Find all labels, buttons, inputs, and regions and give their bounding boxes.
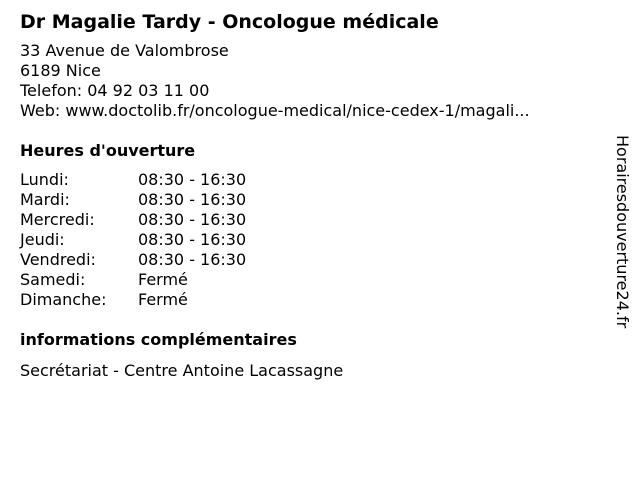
hours-table — [20, 170, 600, 310]
web-line — [20, 101, 600, 121]
web-link[interactable]: www.doctolib.fr/oncologue-medical/nice-cedex-1/magali... — [65, 101, 530, 120]
page-title: Dr Magalie Tardy - Oncologue médicale — [20, 11, 439, 33]
brand-watermark: Horairesdouverture24.fr — [613, 135, 632, 329]
extra-info-heading: informations complémentaires — [20, 330, 297, 349]
day-label: Vendredi: — [20, 250, 96, 269]
time-value: Fermé — [138, 290, 188, 309]
day-label: Samedi: — [20, 270, 86, 289]
day-label: Jeudi: — [20, 230, 65, 249]
time-value: 08:30 - 16:30 — [138, 170, 247, 189]
hours-row-monday — [20, 170, 600, 190]
hours-row-tuesday — [20, 190, 600, 210]
address-city: 6189 Nice — [20, 61, 101, 80]
day-label: Mardi: — [20, 190, 70, 209]
hours-row-saturday — [20, 270, 600, 290]
hours-heading: Heures d'ouverture — [20, 141, 196, 160]
day-label: Lundi: — [20, 170, 69, 189]
hours-row-friday — [20, 250, 600, 270]
phone-line — [20, 81, 600, 101]
hours-row-sunday — [20, 290, 600, 310]
day-label: Mercredi: — [20, 210, 95, 229]
phone-number[interactable]: 04 92 03 11 00 — [87, 81, 210, 100]
day-label: Dimanche: — [20, 290, 107, 309]
web-label: Web: — [20, 101, 61, 120]
time-value: 08:30 - 16:30 — [138, 210, 247, 229]
hours-row-wednesday — [20, 210, 600, 230]
time-value: 08:30 - 16:30 — [138, 250, 247, 269]
address-street: 33 Avenue de Valombrose — [20, 41, 229, 60]
extra-info-text: Secrétariat - Centre Antoine Lacassagne — [20, 361, 344, 380]
hours-row-thursday — [20, 230, 600, 250]
time-value: 08:30 - 16:30 — [138, 190, 247, 209]
time-value: Fermé — [138, 270, 188, 289]
time-value: 08:30 - 16:30 — [138, 230, 247, 249]
business-card — [20, 10, 600, 381]
phone-label: Telefon: — [20, 81, 83, 100]
